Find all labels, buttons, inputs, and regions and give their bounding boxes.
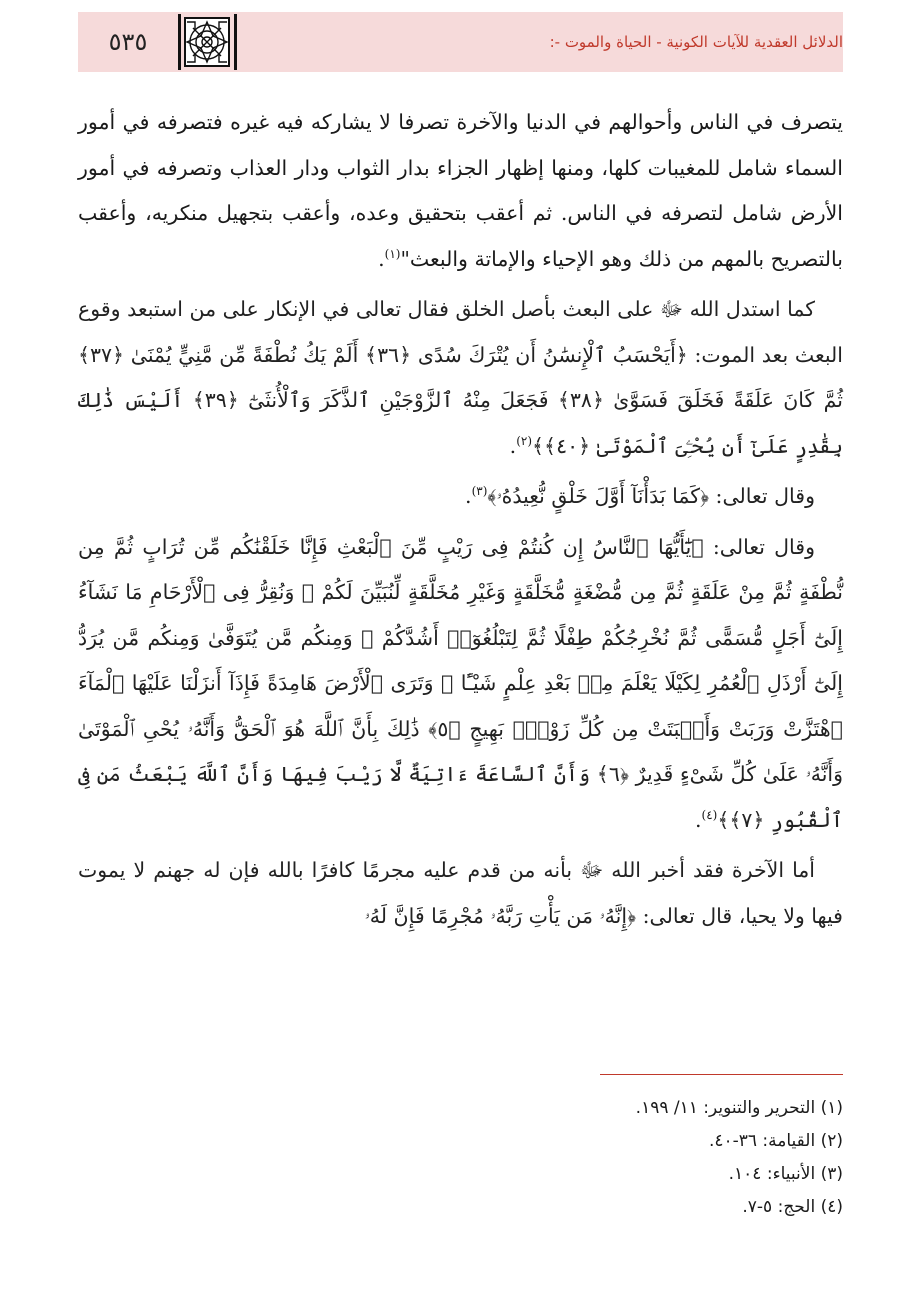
header-divider-left <box>178 14 181 70</box>
footnote-marker-1[interactable]: (١) <box>384 246 401 261</box>
header-divider-right <box>234 14 237 70</box>
paragraph-5: أما الآخرة فقد أخبر الله ﷻ بأنه من قدم عليه مجرمًا كافرًا بالله فإن له جهنم لا يموت فيها ولا يحيا، قال تعالى: ﴿إِنَّهُۥ مَن يَأْتِ رَبَّهُۥ مُجْرِمًا فَإِنَّ لَهُۥ <box>78 858 843 928</box>
paragraph-3: وقال تعالى: ﴿كَمَا بَدَأْنَآ أَوَّلَ خَلْقٍ نُّعِيدُهُۥ﴾$^{(٣)}$. <box>465 484 815 508</box>
main-text <box>78 100 843 944</box>
footnotes <box>78 1092 843 1224</box>
footnote-1: (١) التحرير والتنوير: ١١/ ١٩٩. <box>635 1098 843 1118</box>
footnote-4: (٤) الحج: ٥-٧. <box>742 1197 843 1217</box>
footnote-2: (٢) القيامة: ٣٦-٤٠. <box>708 1131 843 1151</box>
footnote-3: (٣) الأنبياء: ١٠٤. <box>728 1164 843 1184</box>
footnote-marker-4[interactable]: (٤) <box>701 807 718 822</box>
footnote-marker-3[interactable]: (٣) <box>471 484 488 499</box>
paragraph-4: وقال تعالى: ﴿يَٰٓأَيُّهَا ٱلنَّاسُ إِن كُنتُمْ فِى رَيْبٍ مِّنَ ٱلْبَعْثِ فَإِنَّا خَلَقْنَٰكُم مِّن تُرَابٍ ثُمَّ مِن نُّطْفَةٍ ثُمَّ مِنْ عَلَقَةٍ ثُمَّ مِن مُّضْغَةٍ مُّخَلَّقَةٍ وَغَيْرِ مُخَلَّقَةٍ لِّنُبَيِّنَ لَكُمْ ۚ وَنُقِرُّ فِى ٱلْأَرْحَامِ مَا نَشَآءُ إِلَىٰٓ أَجَلٍ مُّسَمًّى ثُمَّ نُخْرِجُكُمْ طِفْلًا ثُمَّ لِتَبْلُغُوٓا۟ أَشُدَّكُمْ ۖ وَمِنكُم مَّن يُتَوَفَّىٰ وَمِنكُم مَّن يُرَدُّ إِلَىٰٓ أَرْذَلِ ٱلْعُمُرِ لِكَيْلَا يَعْلَمَ مِنۢ بَعْدِ عِلْمٍ شَيْـًٔا ۚ وَتَرَى ٱلْأَرْضَ هَامِدَةً فَإِذَآ أَنزَلْنَا عَلَيْهَا ٱلْمَآءَ ٱهْتَزَّتْ وَرَبَتْ وَأَنۢبَتَتْ مِن كُلِّ زَوْجٍۭ بَهِيجٍ ﴿٥﴾ ذَٰلِكَ بِأَنَّ ٱللَّهَ هُوَ ٱلْحَقُّ وَأَنَّهُۥ يُحْىِ ٱلْمَوْتَىٰ وَأَنَّهُۥ عَلَىٰ كُلِّ شَىْءٍ قَدِيرٌ ﴿٦﴾ وَأَنَّ ٱلسَّاعَةَ ءَاتِيَةٌ لَّا رَيْبَ فِيهَا وَأَنَّ ٱللَّهَ يَبْعَثُ مَن فِى ٱلْقُبُورِ ﴿٧﴾﴾$^{(٤)}$. <box>78 534 843 832</box>
paragraph-1: يتصرف في الناس وأحوالهم في الدنيا والآخرة تصرفا لا يشاركه فيه غيره فتصرفه في أمور السماء شامل للمغيبات كلها، ومنها إظهار الجزاء بدار الثواب ودار العذاب وتصرفه في أمور الأرض شامل لتصرفه في الناس. ثم أعقب بتحقيق وعده، وأعقب بتجهيل منكريه، وأعقب بالتصريح بالمهم من ذلك وهو الإحياء والإماتة والبعث"$^{(١)}$. <box>78 110 843 271</box>
running-title: الدلائل العقدية للآيات الكونية - الحياة والموت -: <box>549 33 843 51</box>
footnote-marker-2[interactable]: (٢) <box>516 433 533 448</box>
footnote-separator <box>600 1074 843 1075</box>
paragraph-2: كما استدل الله ﷻ على البعث بأصل الخلق فقال تعالى في الإنكار على من استبعد وقوع البعث بعد الموت: ﴿أَيَحْسَبُ ٱلْإِنسَٰنُ أَن يُتْرَكَ سُدًى ﴿٣٦﴾ أَلَمْ يَكُ نُطْفَةً مِّن مَّنِيٍّ يُمْنَىٰ ﴿٣٧﴾ ثُمَّ كَانَ عَلَقَةً فَخَلَقَ فَسَوَّىٰ ﴿٣٨﴾ فَجَعَلَ مِنْهُ ٱلزَّوْجَيْنِ ٱلذَّكَرَ وَٱلْأُنثَىٰٓ ﴿٣٩﴾ أَلَيْسَ ذَٰلِكَ بِقَٰدِرٍ عَلَىٰٓ أَن يُحْـِۧىَ ٱلْمَوْتَىٰ ﴿٤٠﴾﴾$^{(٢)}$. <box>78 297 843 458</box>
ornament-icon <box>183 14 231 70</box>
page-number: ٥٣٥ <box>108 28 148 56</box>
